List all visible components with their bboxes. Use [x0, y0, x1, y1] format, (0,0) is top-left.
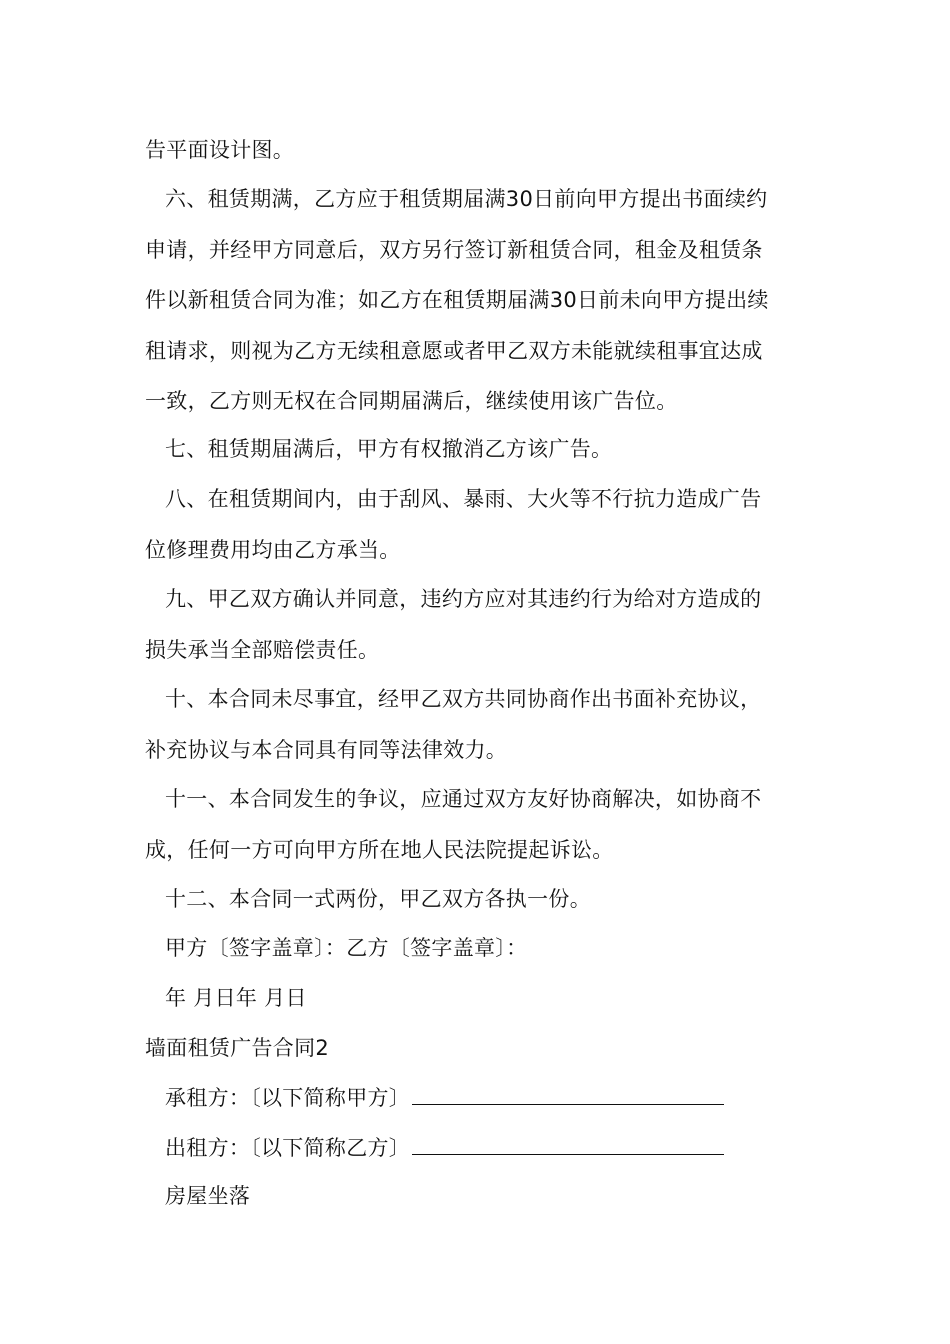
location-line: 房屋坐落: [165, 1184, 251, 1208]
lessee-label: 承租方：〔以下简称甲方〕: [165, 1086, 411, 1110]
text-line: 申请，并经甲方同意后，双方另行签订新租赁合同，租金及租赁条: [145, 238, 763, 262]
clause-6-line: 六、租赁期满，乙方应于租赁期届满30日前向甲方提出书面续约: [165, 187, 768, 211]
text-line: 成，任何一方可向甲方所在地人民法院提起诉讼。: [145, 838, 614, 862]
clause-11-line: 十一、本合同发生的争议，应通过双方友好协商解决，如协商不: [165, 787, 762, 811]
clause-10-line: 十、本合同未尽事宜，经甲乙双方共同协商作出书面补充协议，: [165, 687, 762, 711]
text-line: 租请求，则视为乙方无续租意愿或者甲乙双方未能就续租事宜达成: [145, 339, 763, 363]
text-line: 件以新租赁合同为准；如乙方在租赁期届满30日前未向甲方提出续: [145, 288, 769, 312]
lessor-label: 出租方：〔以下简称乙方〕: [165, 1136, 411, 1160]
text-line: 告平面设计图。: [145, 138, 295, 162]
text-line: 位修理费用均由乙方承当。: [145, 538, 401, 562]
lessor-blank: [412, 1132, 724, 1155]
lessee-line: [165, 1082, 724, 1113]
signature-line: 甲方〔签字盖章〕：乙方〔签字盖章〕：: [165, 936, 528, 960]
section-title: 墙面租赁广告合同2: [145, 1036, 330, 1060]
text-line: 补充协议与本合同具有同等法律效力。: [145, 738, 508, 762]
text-line: 一致，乙方则无权在合同期届满后，继续使用该广告位。: [145, 389, 678, 413]
text-line: 损失承当全部赔偿责任。: [145, 638, 380, 662]
clause-9-line: 九、甲乙双方确认并同意，违约方应对其违约行为给对方造成的: [165, 587, 762, 611]
clause-12-line: 十二、本合同一式两份，甲乙双方各执一份。: [165, 887, 591, 911]
date-line: 年 月日年 月日: [165, 986, 307, 1010]
clause-8-line: 八、在租赁期间内，由于刮风、暴雨、大火等不行抗力造成广告: [165, 487, 762, 511]
lessor-line: [165, 1132, 724, 1163]
lessee-blank: [412, 1082, 724, 1105]
clause-7-line: 七、租赁期届满后，甲方有权撤消乙方该广告。: [165, 437, 613, 461]
